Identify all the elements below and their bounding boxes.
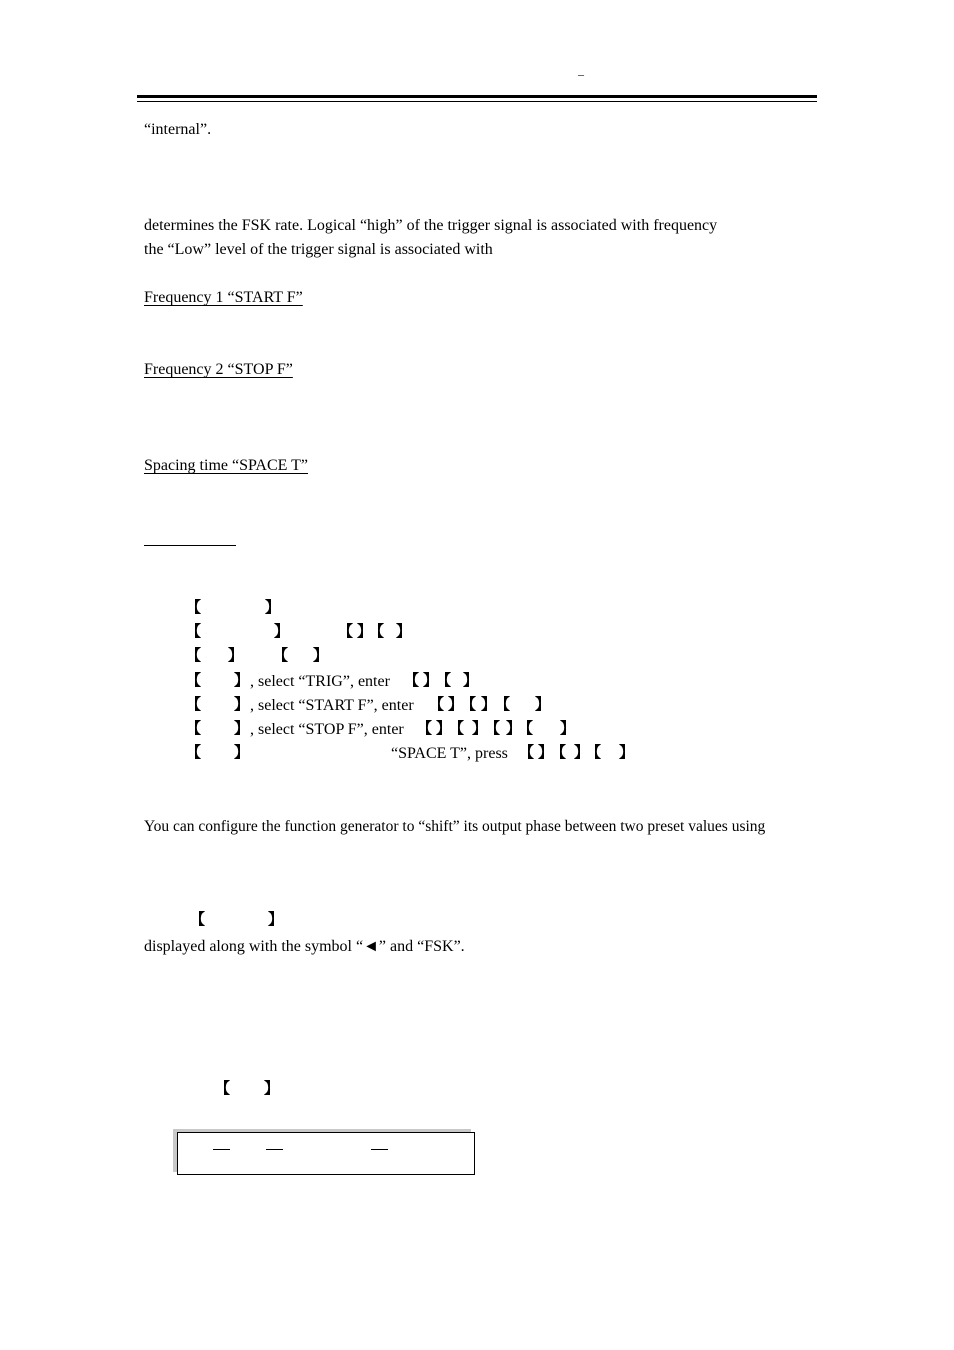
lower-bracket-close: 】 bbox=[264, 1079, 280, 1097]
step4-bracket-open: 【 bbox=[186, 671, 202, 689]
step6-key2-open: 【 bbox=[449, 719, 465, 737]
step6-bracket-open: 【 bbox=[186, 719, 202, 737]
step3-key-close: 】 bbox=[313, 646, 329, 664]
step2-key2-close: 】 bbox=[396, 622, 412, 640]
header-mark: – bbox=[578, 67, 584, 81]
lcd-dash-2 bbox=[266, 1149, 283, 1150]
step2-bracket-open: 【 bbox=[186, 622, 202, 640]
heading-space-t: Spacing time “SPACE T” bbox=[144, 457, 308, 474]
psk-bracket-close: 】 bbox=[268, 910, 284, 928]
step1-bracket-close: 】 bbox=[265, 598, 281, 616]
step1-bracket-open: 【 bbox=[186, 598, 202, 616]
step4-bracket-close: 】 bbox=[234, 671, 250, 689]
step4-key2-close: 】 bbox=[463, 671, 479, 689]
step6-key3-open: 【 bbox=[485, 719, 501, 737]
step5-key3-close: 】 bbox=[535, 695, 551, 713]
psk-bracket-open: 【 bbox=[190, 910, 206, 928]
step2-key2-open: 【 bbox=[369, 622, 385, 640]
lcd-dash-3 bbox=[371, 1149, 388, 1150]
step3-bracket-close: 】 bbox=[228, 646, 244, 664]
step7-key2-close: 】 bbox=[574, 743, 590, 761]
step5-key3-open: 【 bbox=[495, 695, 511, 713]
text-fsk-rate: determines the FSK rate. Logical “high” of the trigger signal is associated with frequency bbox=[144, 217, 718, 234]
step4-key1-close: 】 bbox=[423, 671, 439, 689]
step6-text: , select “STOP F”, enter bbox=[250, 721, 404, 738]
step5-key1-close: 】 bbox=[448, 695, 464, 713]
step7-key1-open: 【 bbox=[519, 743, 535, 761]
lcd-dash-1 bbox=[213, 1149, 230, 1150]
step6-bracket-close: 】 bbox=[234, 719, 250, 737]
step6-key3-close: 】 bbox=[506, 719, 522, 737]
step6-key4-open: 【 bbox=[518, 719, 534, 737]
step5-key2-open: 【 bbox=[461, 695, 477, 713]
step5-bracket-open: 【 bbox=[186, 695, 202, 713]
step7-key3-open: 【 bbox=[586, 743, 602, 761]
step5-key2-close: 】 bbox=[481, 695, 497, 713]
step4-text: , select “TRIG”, enter bbox=[250, 673, 390, 690]
lcd-display bbox=[177, 1132, 475, 1175]
heading-stop-f: Frequency 2 “STOP F” bbox=[144, 361, 293, 378]
step4-key1-open: 【 bbox=[404, 671, 420, 689]
heading-start-f: Frequency 1 “START F” bbox=[144, 289, 303, 306]
header-rule-thin bbox=[137, 101, 817, 102]
step7-key2-open: 【 bbox=[551, 743, 567, 761]
step5-bracket-close: 】 bbox=[234, 695, 250, 713]
step7-key3-close: 】 bbox=[619, 743, 635, 761]
step5-text: , select “START F”, enter bbox=[250, 697, 414, 714]
text-low-level: the “Low” level of the trigger signal is associated with bbox=[144, 241, 493, 258]
lower-bracket-open: 【 bbox=[215, 1079, 231, 1097]
step5-key1-open: 【 bbox=[429, 695, 445, 713]
step6-key4-close: 】 bbox=[560, 719, 576, 737]
step7-key1-close: 】 bbox=[538, 743, 554, 761]
step7-text: “SPACE T”, press bbox=[391, 745, 508, 762]
step2-bracket-close: 】 bbox=[274, 622, 290, 640]
step7-bracket-close: 】 bbox=[234, 743, 250, 761]
step6-key1-close: 】 bbox=[436, 719, 452, 737]
step3-bracket-open: 【 bbox=[186, 646, 202, 664]
text-display-symbol: displayed along with the symbol “◄” and “FSK”. bbox=[144, 938, 465, 955]
step6-key2-close: 】 bbox=[472, 719, 488, 737]
step7-bracket-open: 【 bbox=[186, 743, 202, 761]
step2-key1-open: 【 bbox=[338, 622, 354, 640]
header-rule-thick bbox=[137, 95, 817, 98]
text-internal: “internal”. bbox=[144, 121, 212, 138]
step6-key1-open: 【 bbox=[417, 719, 433, 737]
step2-key1-close: 】 bbox=[357, 622, 373, 640]
heading-underline-blank bbox=[144, 545, 236, 546]
step3-key-open: 【 bbox=[273, 646, 289, 664]
step4-key2-open: 【 bbox=[436, 671, 452, 689]
text-psk-intro: You can configure the function generator to “shift” its output phase between two preset values using bbox=[144, 818, 766, 835]
